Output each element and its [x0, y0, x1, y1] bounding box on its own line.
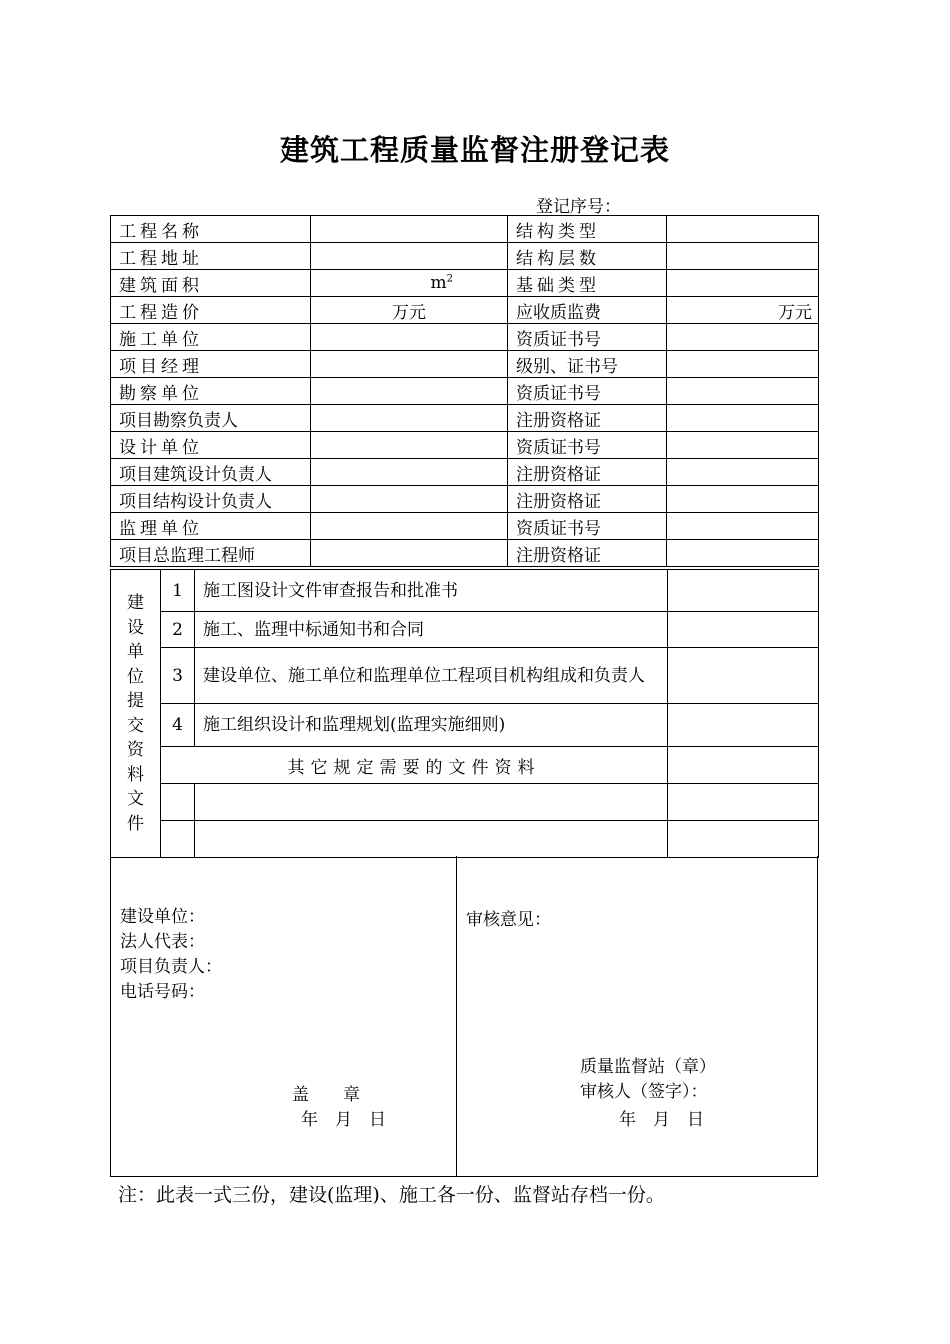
project-lead-label: 项目负责人： — [120, 957, 222, 977]
submitted-documents-table — [110, 569, 819, 858]
table-row — [111, 513, 819, 540]
table-row — [111, 648, 819, 704]
footnote: 注：此表一式三份，建设(监理)、施工各一份、监督站存档一份。 — [118, 1184, 665, 1206]
field-value-structure-floors[interactable] — [667, 243, 819, 270]
doc-check-cell[interactable] — [668, 612, 819, 648]
field-label-qualification-no: 资质证书号 — [508, 513, 667, 540]
field-label-registration-cert: 注册资格证 — [508, 486, 667, 513]
field-label-project-address: 工程地址 — [111, 243, 311, 270]
field-value-supervision-fee[interactable]: 万元 — [667, 297, 819, 324]
table-row — [111, 459, 819, 486]
blank-number-cell[interactable] — [161, 784, 195, 821]
table-row — [111, 570, 819, 612]
applicant-info — [120, 905, 222, 1005]
review-date: 年 月 日 — [619, 1110, 704, 1130]
side-label-text: 建设单位提交资料文件 — [127, 593, 144, 834]
page-title: 建筑工程质量监督注册登记表 — [279, 133, 670, 167]
doc-number: 3 — [161, 648, 195, 704]
other-documents-heading: 其它规定需要的文件资料 — [161, 747, 668, 784]
supervision-station-label: 质量监督站（章） — [580, 1057, 716, 1077]
field-value-qualification-no[interactable] — [667, 513, 819, 540]
field-label-structure-type: 结构类型 — [508, 216, 667, 243]
table-row — [111, 324, 819, 351]
field-value-registration-cert[interactable] — [667, 405, 819, 432]
field-label-structural-lead: 项目结构设计负责人 — [111, 486, 311, 513]
table-row — [111, 405, 819, 432]
signoff-section — [110, 856, 818, 1177]
table-row — [111, 270, 819, 297]
field-value-qualification-no[interactable] — [667, 432, 819, 459]
field-label-structure-floors: 结构层数 — [508, 243, 667, 270]
field-label-registration-cert: 注册资格证 — [508, 459, 667, 486]
field-value-structure-type[interactable] — [667, 216, 819, 243]
field-label-registration-cert: 注册资格证 — [508, 405, 667, 432]
field-value-architect-lead[interactable] — [311, 459, 508, 486]
field-label-qualification-no: 资质证书号 — [508, 378, 667, 405]
supervision-station-block — [580, 1055, 716, 1105]
phone-number-label: 电话号码： — [120, 982, 205, 1002]
table-row — [111, 747, 819, 784]
field-value-qualification-no[interactable] — [667, 378, 819, 405]
field-label-qualification-no: 资质证书号 — [508, 432, 667, 459]
field-label-supervision-fee: 应收质监费 — [508, 297, 667, 324]
table-row — [111, 297, 819, 324]
field-value-building-area[interactable] — [311, 270, 508, 297]
project-info-table — [110, 215, 819, 567]
table-row — [111, 351, 819, 378]
field-label-building-area: 建筑面积 — [111, 270, 311, 297]
legal-representative-label: 法人代表： — [120, 932, 205, 952]
table-row — [111, 378, 819, 405]
field-value-qualification-no[interactable] — [667, 324, 819, 351]
field-label-chief-supervisor: 项目总监理工程师 — [111, 540, 311, 567]
table-row — [111, 821, 819, 858]
blank-description-cell[interactable] — [195, 821, 668, 858]
field-value-foundation-type[interactable] — [667, 270, 819, 297]
area-unit: m — [430, 273, 447, 293]
field-value-registration-cert[interactable] — [667, 486, 819, 513]
review-opinion-label: 审核意见： — [466, 910, 551, 930]
table-row — [111, 540, 819, 567]
doc-check-cell[interactable] — [668, 704, 819, 747]
field-value-design-unit[interactable] — [311, 432, 508, 459]
table-row — [111, 612, 819, 648]
column-divider — [456, 856, 457, 1176]
field-value-structural-lead[interactable] — [311, 486, 508, 513]
field-label-registration-cert: 注册资格证 — [508, 540, 667, 567]
field-value-project-manager[interactable] — [311, 351, 508, 378]
field-value-project-address[interactable] — [311, 243, 508, 270]
doc-check-cell[interactable] — [668, 570, 819, 612]
field-value-registration-cert[interactable] — [667, 540, 819, 567]
doc-description: 施工、监理中标通知书和合同 — [195, 612, 668, 648]
field-value-project-name[interactable] — [311, 216, 508, 243]
stamp-label: 盖 章 — [292, 1085, 360, 1105]
table-row — [111, 432, 819, 459]
field-value-supervision-unit[interactable] — [311, 513, 508, 540]
field-label-construction-unit: 施工单位 — [111, 324, 311, 351]
field-label-survey-unit: 勘察单位 — [111, 378, 311, 405]
field-label-supervision-unit: 监理单位 — [111, 513, 311, 540]
table-row — [111, 704, 819, 747]
doc-check-cell[interactable] — [668, 747, 819, 784]
field-value-construction-unit[interactable] — [311, 324, 508, 351]
table-row — [111, 784, 819, 821]
doc-check-cell[interactable] — [668, 648, 819, 704]
doc-number: 4 — [161, 704, 195, 747]
field-value-project-cost[interactable]: 万元 — [311, 297, 508, 324]
doc-check-cell[interactable] — [668, 784, 819, 821]
field-value-survey-lead[interactable] — [311, 405, 508, 432]
blank-number-cell[interactable] — [161, 821, 195, 858]
doc-description: 施工图设计文件审查报告和批准书 — [195, 570, 668, 612]
table-row — [111, 216, 819, 243]
field-label-project-cost: 工程造价 — [111, 297, 311, 324]
field-label-project-name: 工程名称 — [111, 216, 311, 243]
field-label-qualification-no: 资质证书号 — [508, 324, 667, 351]
field-label-foundation-type: 基础类型 — [508, 270, 667, 297]
doc-number: 1 — [161, 570, 195, 612]
table-row — [111, 243, 819, 270]
field-label-level-certificate: 级别、证书号 — [508, 351, 667, 378]
field-label-project-manager: 项目经理 — [111, 351, 311, 378]
doc-check-cell[interactable] — [668, 821, 819, 858]
doc-number: 2 — [161, 612, 195, 648]
field-label-design-unit: 设计单位 — [111, 432, 311, 459]
blank-description-cell[interactable] — [195, 784, 668, 821]
field-label-architect-lead: 项目建筑设计负责人 — [111, 459, 311, 486]
reviewer-signature-label: 审核人（签字）： — [580, 1082, 708, 1102]
field-value-survey-unit[interactable] — [311, 378, 508, 405]
field-value-registration-cert[interactable] — [667, 459, 819, 486]
applicant-date: 年 月 日 — [301, 1110, 386, 1130]
table-row — [111, 486, 819, 513]
field-label-survey-lead: 项目勘察负责人 — [111, 405, 311, 432]
registration-number-label: 登记序号： — [536, 197, 621, 217]
construction-unit-signature-label: 建设单位： — [120, 907, 205, 927]
doc-description: 建设单位、施工单位和监理单位工程项目机构组成和负责人 — [195, 648, 668, 704]
field-value-level-certificate[interactable] — [667, 351, 819, 378]
area-unit-superscript: 2 — [446, 273, 453, 285]
submitted-documents-side-label — [111, 570, 161, 858]
doc-description: 施工组织设计和监理规划(监理实施细则) — [195, 704, 668, 747]
field-value-chief-supervisor[interactable] — [311, 540, 508, 567]
